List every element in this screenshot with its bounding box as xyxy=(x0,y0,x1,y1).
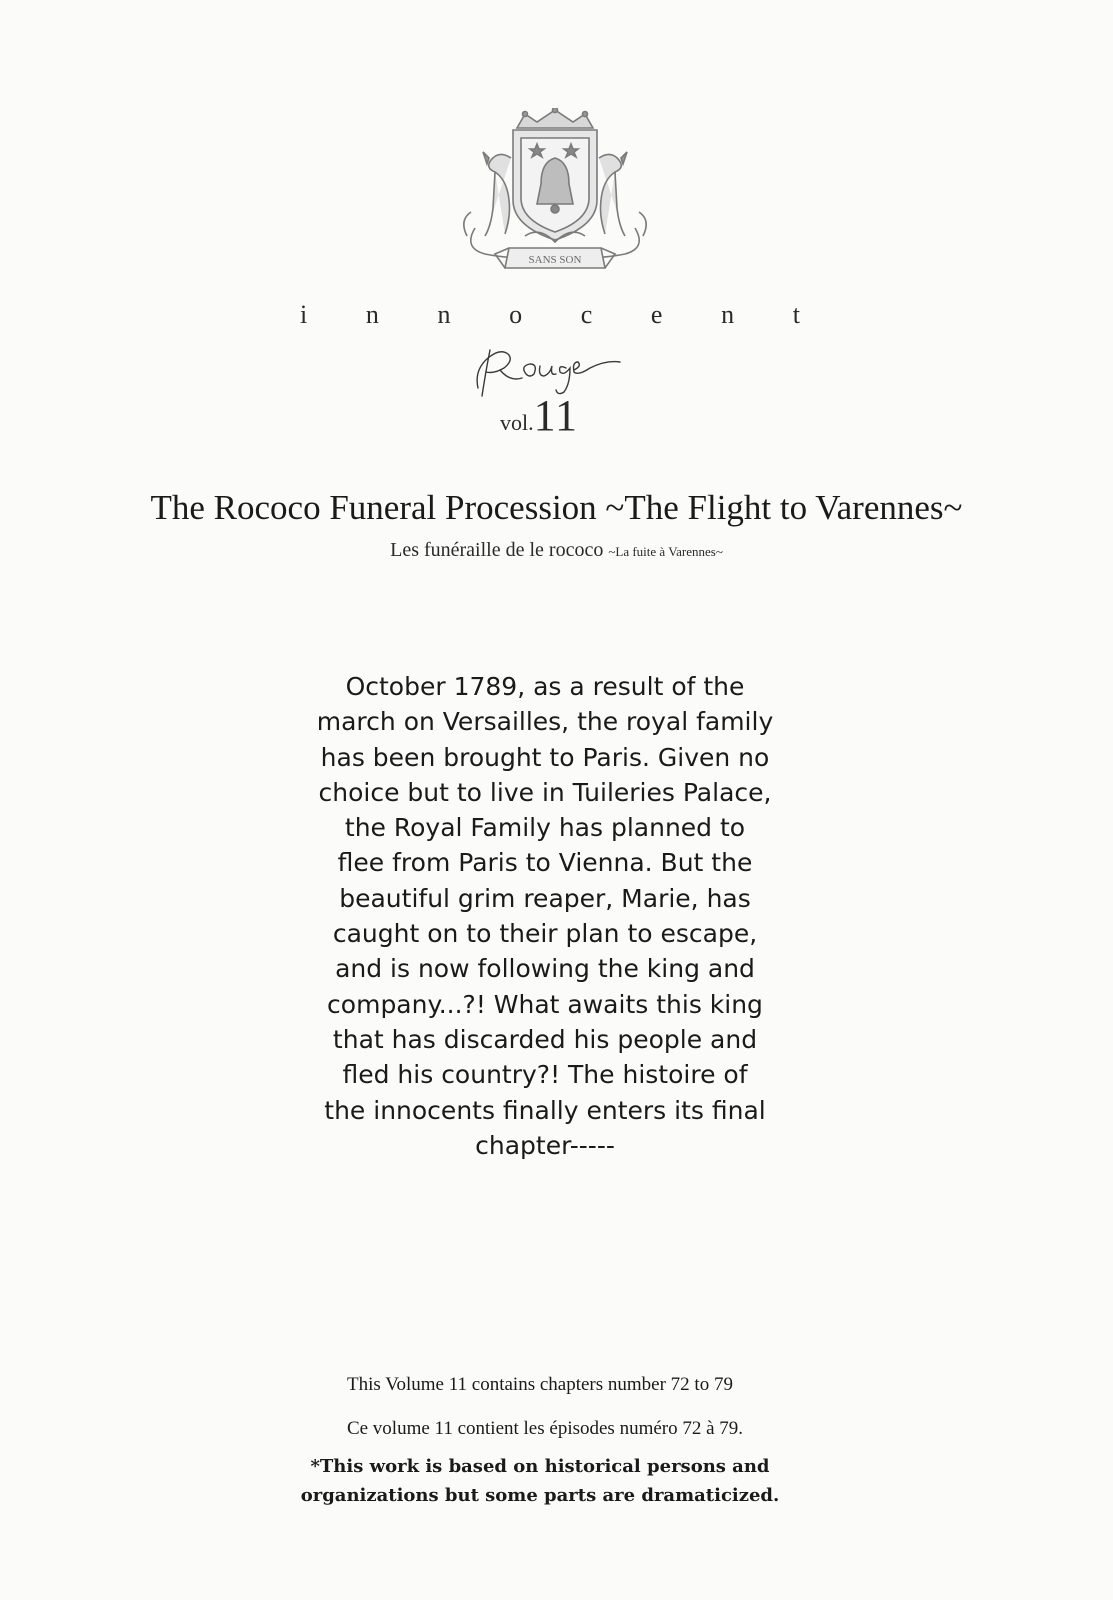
subtitle-small: ~La fuite à Varennes~ xyxy=(608,544,723,559)
historical-disclaimer xyxy=(0,1452,1080,1510)
synopsis-line: the innocents finally enters its final xyxy=(324,1095,766,1125)
chapter-title: The Rococo Funeral Procession ~The Flight to Varennes~ xyxy=(150,488,963,527)
chapters-note-english: This Volume 11 contains chapters number 72 to 79 xyxy=(347,1374,733,1395)
volume-prefix: vol. xyxy=(500,410,534,435)
synopsis-line: and is now following the king and xyxy=(335,954,755,984)
brand-letter: n xyxy=(437,300,451,329)
synopsis-line: fled his country?! The histoire of xyxy=(342,1060,748,1090)
synopsis-line: company...?! What awaits this king xyxy=(327,989,763,1019)
subtitle-main: Les funéraille de le rococo xyxy=(390,539,609,561)
brand-letter: o xyxy=(509,300,523,329)
synopsis-line: has been brought to Paris. Given no xyxy=(320,742,770,772)
brand-letter: n xyxy=(721,300,735,329)
volume-label xyxy=(500,390,640,440)
synopsis-line: caught on to their plan to escape, xyxy=(332,919,758,949)
synopsis-line: the Royal Family has planned to xyxy=(344,813,746,843)
coat-of-arms-emblem xyxy=(455,108,655,278)
synopsis-line: chapter----- xyxy=(475,1130,615,1160)
brand-letter: t xyxy=(792,300,800,329)
series-title-innocent xyxy=(300,300,800,340)
chapter-subtitle-french xyxy=(0,539,1113,562)
chapters-note-french: Ce volume 11 contient les épisodes numéro 72 à 79. xyxy=(346,1418,744,1439)
brand-letter: e xyxy=(650,300,663,329)
synopsis-line: October 1789, as a result of the xyxy=(345,672,745,701)
crest-motto: SANS SON xyxy=(528,254,582,266)
brand-letter: i xyxy=(300,300,308,329)
synopsis-line: flee from Paris to Vienna. But the xyxy=(337,848,753,878)
disclaimer-line: organizations but some parts are dramaticized. xyxy=(300,1485,780,1506)
volume-number: 11 xyxy=(533,391,578,440)
synopsis-text xyxy=(250,669,840,1163)
brand-letter: c xyxy=(580,300,593,329)
brand-letter: n xyxy=(365,300,379,329)
synopsis-line: choice but to live in Tuileries Palace, xyxy=(318,777,772,807)
disclaimer-line: *This work is based on historical persons and xyxy=(310,1456,770,1477)
synopsis-line: that has discarded his people and xyxy=(332,1024,758,1054)
synopsis-line: march on Versailles, the royal family xyxy=(316,707,774,737)
synopsis-line: beautiful grim reaper, Marie, has xyxy=(339,883,751,913)
